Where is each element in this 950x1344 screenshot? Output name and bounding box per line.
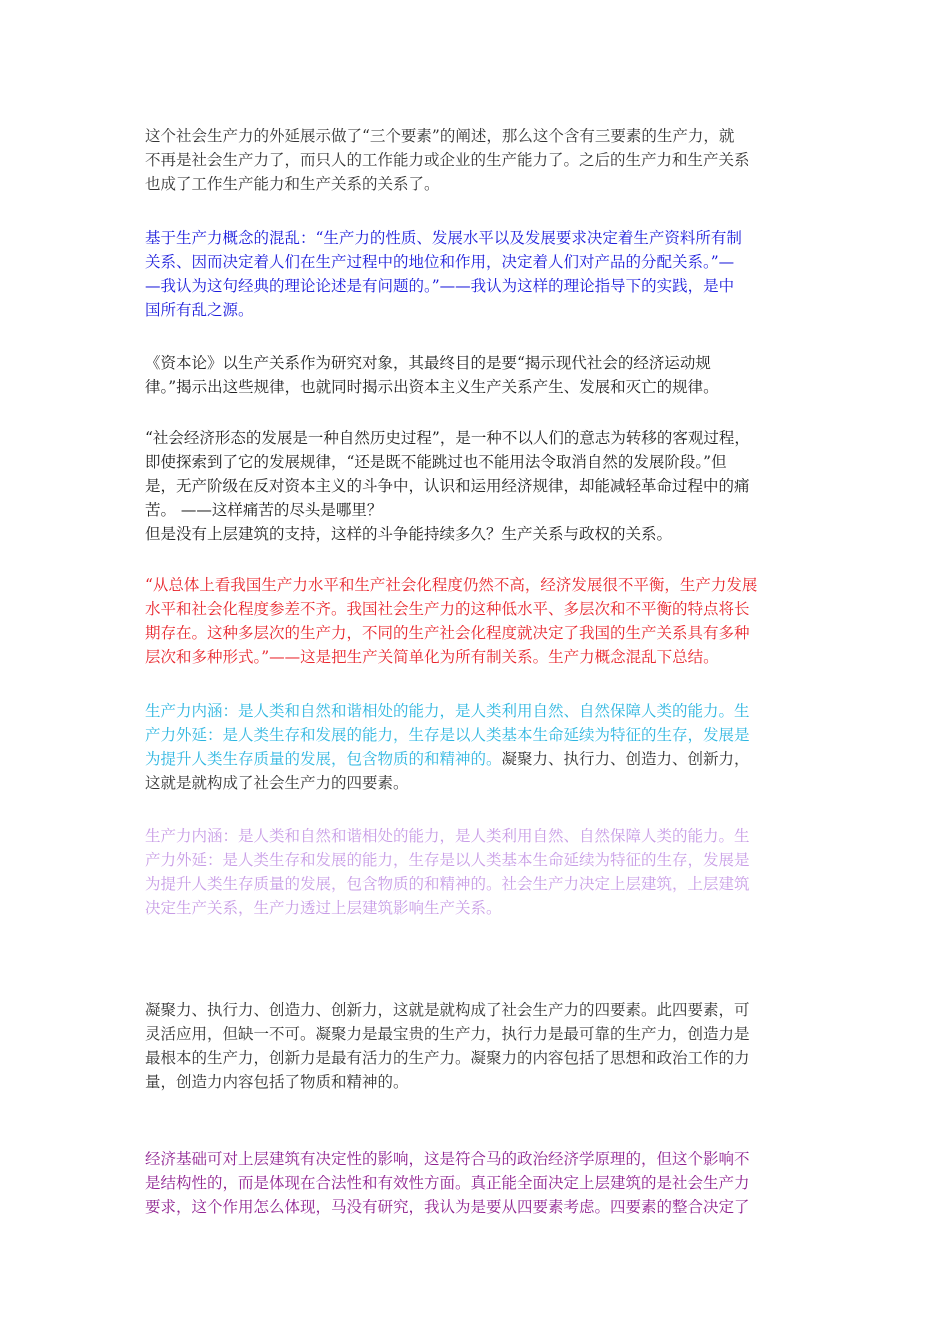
paragraph-2: [145, 226, 742, 322]
text-line: 生产力内涵：是人类和自然和谐相处的能力，是人类利用自然、自然保障人类的能力。生: [145, 827, 750, 845]
text-line: 期存在。这种多层次的生产力，不同的生产社会化程度就决定了我国的生产关系具有多种: [145, 624, 750, 642]
text-line: 生产力内涵：是人类和自然和谐相处的能力，是人类利用自然、自然保障人类的能力。生: [145, 702, 750, 720]
paragraph-3: [145, 351, 719, 399]
text-line: “从总体上看我国生产力水平和生产社会化程度仍然不高，经济发展很不平衡，生产力发展: [145, 576, 758, 594]
paragraph-9: [145, 1147, 750, 1219]
text-line: 凝聚力、执行力、创造力、创新力，这就是就构成了社会生产力的四要素。此四要素，可: [145, 1001, 750, 1019]
paragraph-5: [145, 573, 757, 669]
text-line: 最根本的生产力，创新力是最有活力的生产力。凝聚力的内容包括了思想和政治工作的力: [145, 1049, 750, 1067]
text-line: 层次和多种形式。”——这是把生产关简单化为所有制关系。生产力概念混乱下总结。: [145, 648, 719, 666]
text-line: 但是没有上层建筑的支持，这样的斗争能持续多久？生产关系与政权的关系。: [145, 525, 673, 543]
text-line: 国所有乱之源。: [145, 301, 254, 319]
text-line: 《资本论》以生产关系作为研究对象，其最终目的是要“揭示现代社会的经济运动规: [145, 354, 711, 372]
text-line: 产力外延：是人类生存和发展的能力，生存是以人类基本生命延续为特征的生存，发展是: [145, 726, 750, 744]
text-line: 产力外延：是人类生存和发展的能力，生存是以人类基本生命延续为特征的生存，发展是: [145, 851, 750, 869]
text-line: 是结构性的，而是体现在合法性和有效性方面。真正能全面决定上层建筑的是社会生产力: [145, 1174, 750, 1192]
text-line: 为提升人类生存质量的发展，包含物质的和精神的。社会生产力决定上层建筑，上层建筑: [145, 875, 750, 893]
paragraph-1: [145, 124, 750, 196]
text-line: 是，无产阶级在反对资本主义的斗争中，认识和运用经济规律，却能减轻革命过程中的痛: [145, 477, 750, 495]
paragraph-4: [145, 426, 750, 546]
text-line: 苦。 ——这样痛苦的尽头是哪里？: [145, 501, 383, 519]
text-line: 这就是就构成了社会生产力的四要素。: [145, 774, 409, 792]
text-line: 即使探索到了它的发展规律，“还是既不能跳过也不能用法令取消自然的发展阶段。”但: [145, 453, 727, 471]
paragraph-8: [145, 998, 750, 1094]
text-line: 也成了工作生产能力和生产关系的关系了。: [145, 175, 440, 193]
text-line: 决定生产关系，生产力透过上层建筑影响生产关系。: [145, 899, 502, 917]
text-line: 律。”揭示出这些规律，也就同时揭示出资本主义生产关系产生、发展和灭亡的规律。: [145, 378, 719, 396]
text-line: 这个社会生产力的外延展示做了“三个要素”的阐述，那么这个含有三要素的生产力，就: [145, 127, 735, 145]
text-line: —我认为这句经典的理论论述是有问题的。”——我认为这样的理论指导下的实践，是中: [145, 277, 735, 295]
text-line: 关系、因而决定着人们在生产过程中的地位和作用，决定着人们对产品的分配关系。”—: [145, 253, 735, 271]
text-line: [145, 747, 750, 771]
text-line: 不再是社会生产力了，而只人的工作能力或企业的生产能力了。之后的生产力和生产关系: [145, 151, 750, 169]
text-line: 经济基础可对上层建筑有决定性的影响，这是符合马的政治经济学原理的，但这个影响不: [145, 1150, 750, 1168]
text-line: 灵活应用，但缺一不可。凝聚力是最宝贵的生产力，执行力是最可靠的生产力，创造力是: [145, 1025, 750, 1043]
text-line: 要求，这个作用怎么体现，马没有研究，我认为是要从四要素考虑。四要素的整合决定了: [145, 1198, 750, 1216]
text-line: “社会经济形态的发展是一种自然历史过程”，是一种不以人们的意志为转移的客观过程，: [145, 429, 750, 447]
paragraph-7: [145, 824, 750, 920]
paragraph-6: [145, 699, 750, 795]
text-line: 基于生产力概念的混乱：“生产力的性质、发展水平以及发展要求决定着生产资料所有制: [145, 229, 742, 247]
text-segment: 凝聚力、执行力、创造力、创新力，: [501, 750, 750, 768]
text-line: 水平和社会化程度参差不齐。我国社会生产力的这种低水平、多层次和不平衡的特点将长: [145, 600, 750, 618]
text-segment: 为提升人类生存质量的发展，包含物质的和精神的。: [145, 750, 502, 768]
text-line: 量，创造力内容包括了物质和精神的。: [145, 1073, 409, 1091]
